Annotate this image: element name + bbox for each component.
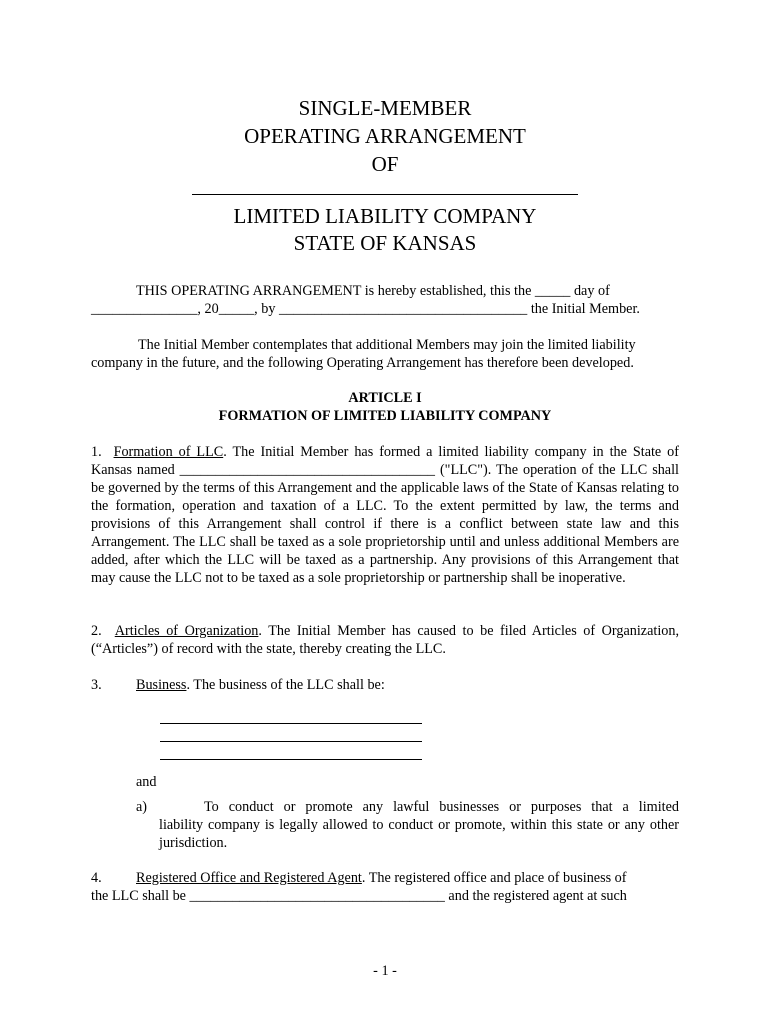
item-a-rest: liability company is legally allowed to conduct or promote, within this state or any other jurisdiction. xyxy=(159,817,679,851)
section-1-paragraph xyxy=(91,443,679,587)
preamble-line-2: _______________, 20_____, by ___________________________________ the Initial Member. xyxy=(91,301,640,317)
section-4-number: 4. xyxy=(91,870,102,886)
item-a-line-1: To conduct or promote any lawful businesses or purposes that a limited xyxy=(204,799,679,815)
title-line-3: OF xyxy=(371,152,399,176)
section-1-heading: Formation of LLC xyxy=(113,444,224,460)
business-blank-line-1 xyxy=(160,723,422,724)
title-line-2: OPERATING ARRANGEMENT xyxy=(244,124,526,148)
and-text: and xyxy=(136,774,157,790)
section-3-number: 3. xyxy=(91,677,102,693)
section-4-line-1-text: . The registered office and place of business of xyxy=(361,870,627,886)
section-4-line-2: the LLC shall be ____________________________________ and the registered agent at such xyxy=(91,888,627,904)
section-2-heading: Articles of Organization xyxy=(114,623,259,639)
title-line-4: LIMITED LIABILITY COMPANY xyxy=(233,204,537,228)
page-number: - 1 - xyxy=(373,963,397,979)
article-number: ARTICLE I xyxy=(348,390,422,406)
intro-line-2: company in the future, and the following Operating Arrangement has therefore been developed. xyxy=(91,355,634,371)
section-4-line-1 xyxy=(136,869,696,887)
section-2-paragraph xyxy=(91,622,679,658)
section-2-text: . The Initial Member has caused to be filed Articles of Organization, (“Articles”) of record with the state, thereby creating the LLC. xyxy=(91,623,679,657)
section-1-number: 1. xyxy=(91,444,102,460)
section-2-number: 2. xyxy=(91,623,102,639)
item-a-label: a) xyxy=(136,799,148,815)
section-3-text: . The business of the LLC shall be: xyxy=(186,677,385,693)
article-heading: FORMATION OF LIMITED LIABILITY COMPANY xyxy=(218,408,552,424)
company-name-blank-line xyxy=(192,194,578,195)
section-4-heading: Registered Office and Registered Agent xyxy=(136,870,362,886)
business-blank-line-2 xyxy=(160,741,422,742)
section-1-text: . The Initial Member has formed a limited liability company in the State of Kansas named ____________________________________ ("LLC"). The operation of the LLC shall be governed by the terms of this Arrangement and the applicable laws of the State of Kansas relating to the formation, operation and taxation of a LLC. To the extent permitted by law, the terms and provisions of this Arrangement shall control if there is a conflict between state law and this Arrangement. The LLC shall be taxed as a sole proprietorship until and unless additional Members are added, after which the LLC will be taxed as a partnership. Any provisions of this Arrangement that may cause the LLC not to be taxed as a sole proprietorship or partnership shall be inoperative. xyxy=(91,444,680,586)
title-line-5: STATE OF KANSAS xyxy=(293,231,477,255)
preamble-line-1: THIS OPERATING ARRANGEMENT is hereby established, this the _____ day of xyxy=(136,283,610,299)
intro-line-1: The Initial Member contemplates that additional Members may join the limited liability xyxy=(138,337,636,353)
section-3-heading: Business xyxy=(136,677,187,693)
business-blank-line-3 xyxy=(160,759,422,760)
title-line-1: SINGLE-MEMBER xyxy=(298,96,472,120)
section-3-line xyxy=(136,676,676,694)
